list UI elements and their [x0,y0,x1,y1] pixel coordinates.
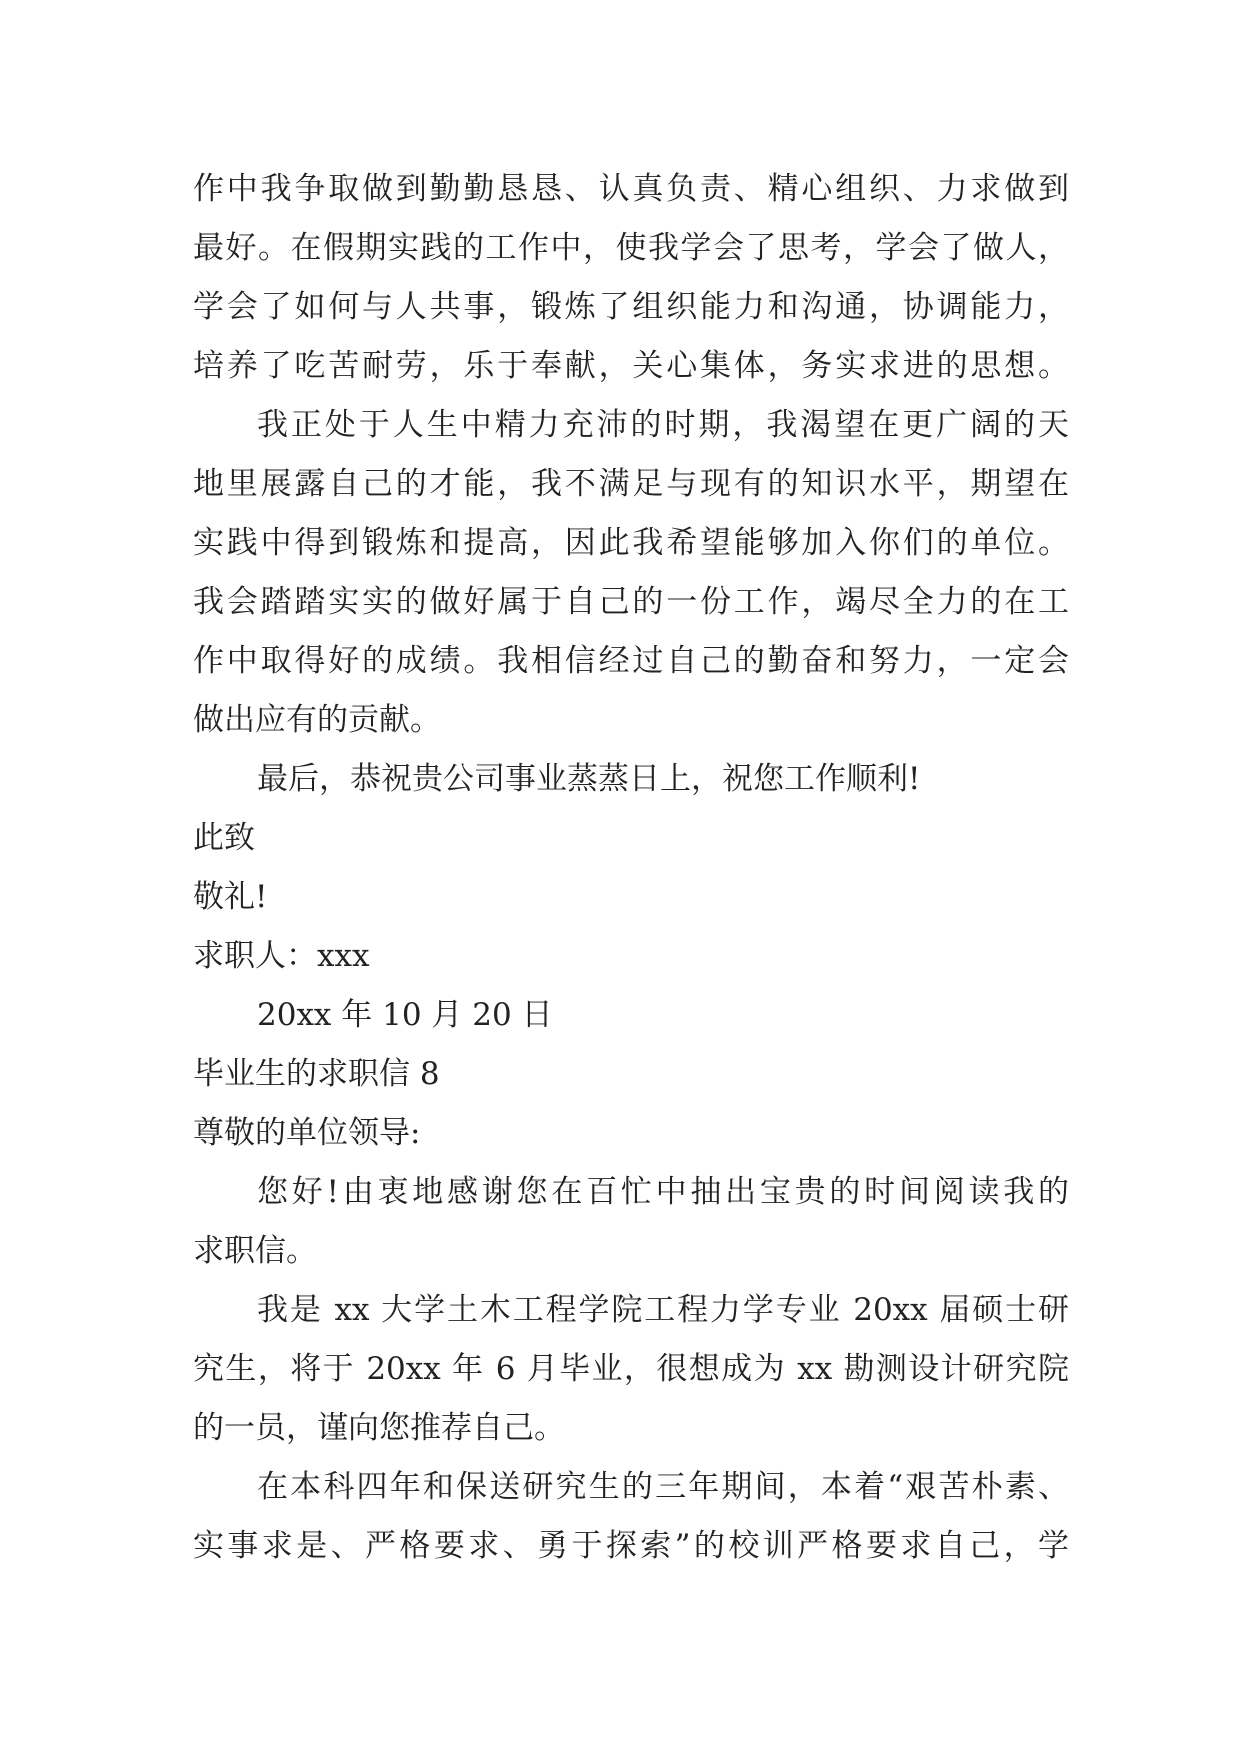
text-line: 我会踏踏实实的做好属于自己的一份工作，竭尽全力的在工 [193,584,1069,620]
text-line: 的一员，谨向您推荐自己。 [193,1410,565,1446]
text-line: 做出应有的贡献。 [193,702,441,738]
applicant-signature: 求职人：xxx [193,938,370,974]
salutation-line: 敬礼! [193,879,268,915]
text-line: 作中取得好的成绩。我相信经过自己的勤奋和努力，一定会 [193,643,1069,679]
text-line: 我是 xx 大学土木工程学院工程力学专业 20xx 届硕士研 [257,1292,1069,1328]
text-line: 培养了吃苦耐劳，乐于奉献，关心集体，务实求进的思想。 [193,348,1069,384]
salutation-line: 此致 [193,820,255,856]
text-line: 实践中得到锻炼和提高，因此我希望能够加入你们的单位。 [193,525,1069,561]
text-line: 地里展露自己的才能，我不满足与现有的知识水平，期望在 [193,466,1069,502]
text-line: 究生，将于 20xx 年 6 月毕业，很想成为 xx 勘测设计研究院 [193,1351,1069,1387]
text-line: 在本科四年和保送研究生的三年期间，本着“艰苦朴素、 [257,1469,1069,1505]
greeting-line: 尊敬的单位领导: [193,1115,421,1151]
text-line: 您好!由衷地感谢您在百忙中抽出宝贵的时间阅读我的 [257,1174,1069,1210]
text-line: 我正处于人生中精力充沛的时期，我渴望在更广阔的天 [257,407,1069,443]
closing-wish: 最后，恭祝贵公司事业蒸蒸日上，祝您工作顺利! [257,761,921,797]
document-body [193,160,1069,1576]
section-title: 毕业生的求职信 8 [193,1056,440,1092]
text-line: 实事求是、严格要求、勇于探索”的校训严格要求自己，学 [193,1528,1069,1564]
text-line: 作中我争取做到勤勤恳恳、认真负责、精心组织、力求做到 [193,171,1069,207]
text-line: 求职信。 [193,1233,317,1269]
letter-date: 20xx 年 10 月 20 日 [257,997,553,1033]
text-line: 学会了如何与人共事，锻炼了组织能力和沟通，协调能力， [193,289,1069,325]
text-line: 最好。在假期实践的工作中，使我学会了思考，学会了做人， [193,230,1069,266]
